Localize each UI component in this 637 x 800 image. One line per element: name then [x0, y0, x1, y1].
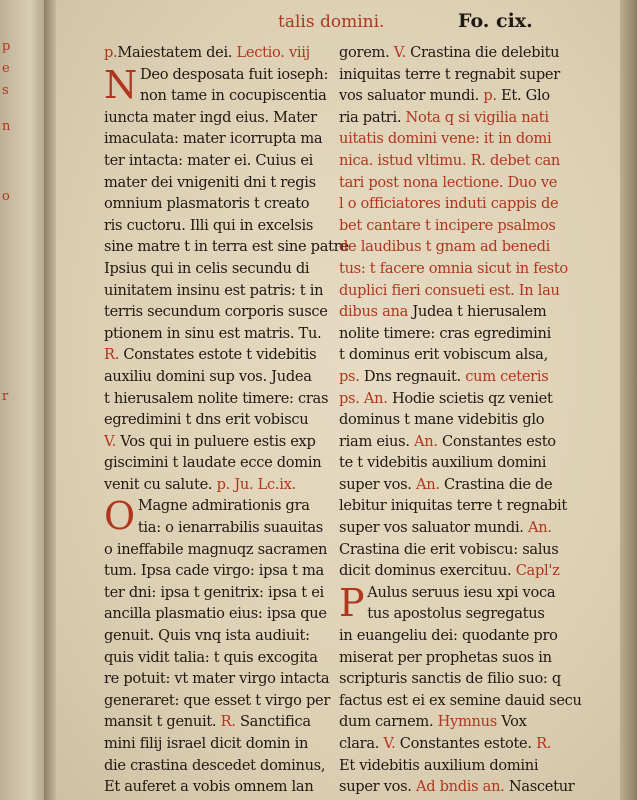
facing-page-margin-letter: e	[2, 61, 10, 76]
right-text-column	[339, 42, 582, 798]
text-line	[104, 690, 336, 712]
body-text: egredimini t dns erit vobiscu	[104, 411, 309, 429]
body-text: venit cu salute.	[104, 475, 217, 493]
body-text: Aulus seruus iesu xpi voca	[367, 583, 556, 601]
body-text: non tame in cocupiscentia	[139, 87, 327, 105]
rubric-text: Capl'z	[515, 562, 560, 580]
body-text: mini filij israel dicit domin in	[104, 735, 309, 752]
facing-page-margin-letter: p	[2, 39, 11, 54]
rubric-text: An.	[528, 519, 552, 537]
text-line	[104, 42, 336, 64]
rubric-text: An.	[415, 475, 445, 493]
rubric-text: ps. An.	[339, 389, 392, 407]
body-text: terris secundum corporis susce	[104, 303, 328, 321]
text-line	[104, 647, 336, 669]
body-text: omnium plasmatoris t creato	[104, 195, 310, 213]
text-line	[104, 431, 336, 453]
body-text: super vos.	[339, 475, 416, 493]
text-line	[339, 690, 582, 712]
body-text: riam eius.	[339, 432, 414, 450]
body-text: die crastina descedet dominus,	[104, 756, 326, 774]
rubric-text: l o officiatores induti cappis de	[339, 195, 559, 213]
body-text: vos saluator mundi.	[339, 87, 484, 105]
text-line	[104, 366, 336, 388]
body-text: giscimini t laudate ecce domin	[104, 454, 322, 472]
text-line	[339, 776, 575, 798]
text-line	[104, 474, 336, 496]
text-line	[339, 495, 571, 517]
rubric-text: V.	[383, 735, 400, 752]
body-text: te t videbitis auxilium domini	[339, 454, 547, 472]
body-text: ter intacta: mater ei. Cuius ei	[104, 151, 314, 169]
text-line	[339, 215, 571, 237]
facing-page-margin-letter: s	[2, 83, 9, 98]
text-line	[339, 323, 571, 345]
text-line	[104, 582, 336, 604]
body-text: Maiestatem dei.	[117, 44, 237, 61]
text-line	[339, 301, 571, 323]
body-text: Hodie scietis qz veniet	[391, 389, 553, 407]
body-text: Judea t hierusalem	[412, 303, 547, 321]
book-page	[56, 0, 624, 800]
body-text: tum. Ipsa cade virgo: ipsa t ma	[104, 562, 324, 580]
body-text: miserat per prophetas suos in	[339, 648, 552, 666]
body-text: genuit. Quis vnq ista audiuit:	[104, 627, 310, 645]
rubric-text: p.	[483, 87, 502, 105]
text-line	[339, 603, 571, 625]
body-text: Dns regnauit.	[363, 367, 466, 385]
text-line	[339, 755, 571, 777]
body-text: Et auferet a vobis omnem lan	[104, 778, 314, 796]
text-line	[104, 128, 336, 150]
body-text: Et. Glo	[501, 87, 550, 105]
text-line	[104, 301, 336, 323]
text-line	[104, 85, 336, 107]
body-text: tus apostolus segregatus	[367, 605, 545, 623]
text-line	[104, 193, 336, 215]
body-text: Sanctifica	[239, 713, 311, 731]
text-line	[104, 755, 336, 777]
rubric-text: ps.	[339, 367, 364, 385]
page-header	[56, 10, 624, 36]
text-line	[339, 366, 571, 388]
body-text: Crastina die erit vobiscu: salus	[339, 540, 559, 558]
body-text: Deo desposata fuit ioseph:	[139, 65, 329, 83]
text-line	[339, 668, 571, 690]
text-line	[104, 733, 336, 755]
page-edge	[620, 0, 637, 800]
body-text: ancilla plasmatio eius: ipsa que	[104, 605, 327, 623]
rubric-text: de laudibus t gnam ad benedi	[339, 238, 550, 256]
body-text: uinitatem insinu est patris: t in	[104, 281, 324, 299]
text-line	[339, 85, 571, 107]
text-line	[104, 711, 336, 733]
body-text: tia: o ienarrabilis suauitas	[137, 519, 323, 537]
body-text: scripturis sanctis de filio suo: q	[339, 670, 561, 688]
body-text: lebitur iniquitas terre t regnabit	[339, 497, 567, 515]
text-line	[104, 323, 336, 345]
body-text: auxiliu domini sup vos. Judea	[104, 367, 312, 385]
rubric-text: Lectio. viij	[236, 44, 310, 61]
text-line	[104, 409, 336, 431]
body-text: Et videbitis auxilium domini	[339, 756, 539, 774]
text-line	[104, 603, 336, 625]
text-line	[339, 42, 571, 64]
facing-page-margin-letter: o	[2, 189, 10, 204]
body-text: super vos saluator mundi.	[339, 519, 528, 537]
text-line	[339, 647, 571, 669]
text-line	[339, 560, 571, 582]
text-line	[339, 517, 571, 539]
body-text: super vos.	[339, 778, 416, 796]
rubric-text: cum ceteris	[465, 367, 549, 385]
body-text: ris cuctoru. Illi qui in excelsis	[104, 216, 314, 234]
body-text: generaret: que esset t virgo per	[104, 691, 331, 709]
text-line	[104, 560, 336, 582]
body-text: dicit dominus exercituu.	[339, 562, 516, 580]
rubric-text: Ad bndis an.	[415, 778, 509, 796]
body-text: Vos qui in puluere estis exp	[120, 432, 316, 450]
rubric-text: Nota q si vigilia nati	[405, 108, 549, 126]
text-line	[339, 258, 571, 280]
body-text: Ipsius qui in celis secundu di	[104, 259, 310, 277]
body-text: ptionem in sinu est matris. Tu.	[104, 324, 322, 342]
text-line	[104, 625, 336, 647]
text-line	[104, 517, 336, 539]
body-text: Vox	[501, 713, 527, 731]
body-text: sine matre t in terra est sine patre	[104, 238, 349, 256]
text-line	[339, 474, 571, 496]
text-line	[339, 711, 571, 733]
left-text-column	[104, 42, 349, 798]
body-text: mater dei vnigeniti dni t regis	[104, 173, 316, 191]
text-line	[104, 344, 336, 366]
body-text: quis vidit talia: t quis excogita	[104, 648, 318, 666]
body-text: ria patri.	[339, 108, 406, 126]
rubric-text: An.	[414, 432, 443, 450]
text-line	[339, 409, 571, 431]
text-line	[104, 258, 336, 280]
text-line	[104, 388, 336, 410]
body-text: Constantes esto	[442, 432, 556, 450]
text-line	[104, 452, 336, 474]
rubric-text: tari post nona lectione. Duo ve	[339, 173, 558, 191]
text-line	[339, 193, 571, 215]
text-line	[104, 776, 336, 798]
body-text: t hierusalem nolite timere: cras	[104, 389, 329, 407]
text-line	[339, 431, 571, 453]
rubric-text: nica. istud vltimu. R. debet can	[339, 151, 560, 169]
body-text: iuncta mater ingd eius. Mater	[104, 108, 317, 126]
body-text: Constates estote t videbitis	[123, 346, 317, 364]
text-line	[339, 64, 571, 86]
text-line	[339, 452, 571, 474]
text-line	[339, 280, 571, 302]
body-text: imaculata: mater icorrupta ma	[104, 130, 323, 148]
body-text: ter dni: ipsa t genitrix: ipsa t ei	[104, 583, 324, 601]
body-text: factus est ei ex semine dauid secu	[339, 691, 582, 709]
body-text: re potuit: vt mater virgo intacta	[104, 670, 330, 688]
rubric-text: V.	[104, 432, 121, 450]
text-line	[104, 280, 336, 302]
drop-capital: N	[104, 62, 137, 107]
body-text: Magne admirationis gra	[137, 497, 310, 515]
text-line	[339, 128, 571, 150]
text-line	[339, 733, 571, 755]
rubric-text: R.	[104, 346, 124, 364]
rubric-text: R.	[536, 735, 552, 752]
text-line	[339, 150, 571, 172]
text-line	[339, 625, 571, 647]
body-text: iniquitas terre t regnabit super	[339, 65, 560, 83]
running-head: talis domini.	[278, 12, 385, 32]
body-text: clara.	[339, 735, 384, 752]
body-text: in euangeliu dei: quodante pro	[339, 627, 558, 645]
text-line	[104, 215, 336, 237]
body-text: Constantes estote.	[399, 735, 537, 752]
text-line	[104, 172, 336, 194]
body-text: mansit t genuit.	[104, 713, 221, 731]
facing-page-margin-letter: n	[2, 119, 11, 134]
text-line	[339, 388, 571, 410]
facing-page-edge	[0, 0, 50, 800]
body-text: o ineffabile magnuqz sacramen	[104, 540, 328, 558]
rubric-text: R.	[220, 713, 240, 731]
text-line	[339, 344, 571, 366]
rubric-text: tus: t facere omnia sicut in festo	[339, 259, 568, 277]
folio-number: Fo. cix.	[458, 10, 533, 32]
body-text: gorem.	[339, 44, 394, 61]
text-line	[104, 539, 336, 561]
facing-page-margin-letter: r	[2, 389, 9, 404]
rubric-text: dibus ana	[339, 303, 413, 321]
text-line	[104, 236, 349, 258]
drop-capital: O	[104, 494, 135, 539]
text-line	[339, 107, 571, 129]
rubric-text: p. Ju. Lc.ix.	[216, 475, 296, 493]
drop-capital: P	[339, 580, 365, 625]
text-line	[104, 668, 336, 690]
body-text: nolite timere: cras egredimini	[339, 324, 551, 342]
text-line	[339, 236, 571, 258]
body-text: t dominus erit vobiscum alsa,	[339, 346, 548, 364]
rubric-text: uitatis domini vene: it in domi	[339, 130, 552, 148]
rubric-text: p.	[104, 44, 118, 61]
body-text: dominus t mane videbitis glo	[339, 411, 545, 429]
body-text: Crastina die de	[444, 475, 553, 493]
rubric-text: duplici fieri consueti est. In lau	[339, 281, 560, 299]
body-text: Nascetur	[508, 778, 575, 796]
text-line	[104, 107, 336, 129]
body-text: Crastina die delebitu	[410, 44, 560, 61]
text-line	[339, 539, 571, 561]
rubric-text: bet cantare t incipere psalmos	[339, 216, 556, 234]
rubric-text: Hymnus	[437, 713, 502, 731]
body-text: dum carnem.	[339, 713, 438, 731]
text-line	[339, 172, 571, 194]
rubric-text: V.	[393, 44, 411, 61]
text-line	[104, 150, 336, 172]
